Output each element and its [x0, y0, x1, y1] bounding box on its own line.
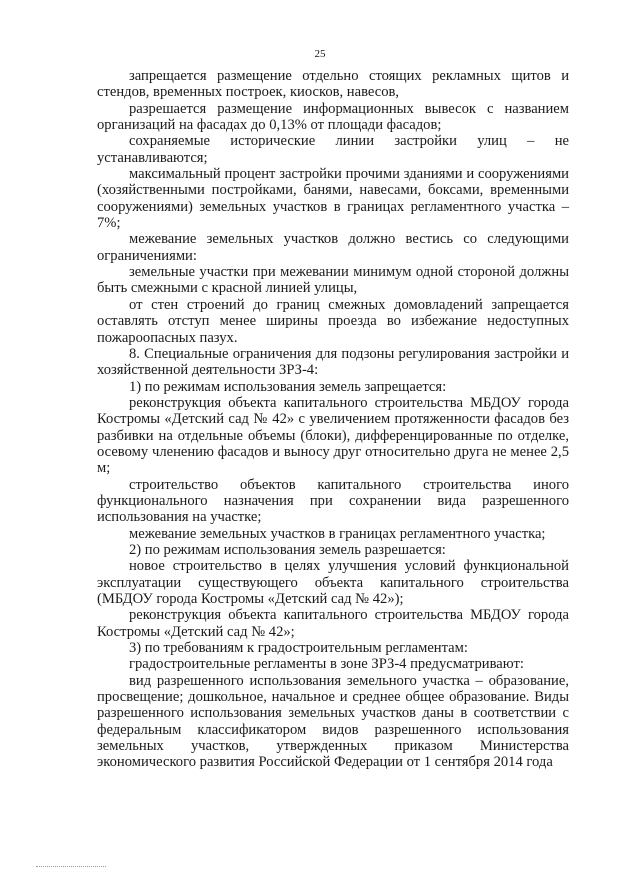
- paragraph: 3) по требованиям к градостроительным регламентам:: [129, 640, 468, 657]
- paragraph: новое строительство в целях улучшения условий функциональной эксплуатации существующего объекта капитального строительства (МБДОУ города Костромы «Детский сад № 42»);: [97, 558, 569, 607]
- document-body: [97, 68, 569, 771]
- paragraph: 2) по режимам использования земель разрешается:: [129, 541, 446, 558]
- paragraph: градостроительные регламенты в зоне ЗРЗ-4 предусматривают:: [129, 656, 524, 673]
- paragraph: реконструкция объекта капитального строительства МБДОУ города Костромы «Детский сад № 42» с увеличением протяженности фасадов без разбивки на отдельные объемы (блоки), дифференцированные по отделке, осевому членению фасадов и выносу друг относительно друга не менее 2,5 м;: [97, 394, 569, 477]
- paragraph: максимальный процент застройки прочими зданиями и сооружениями (хозяйственными постройками, банями, навесами, боксами, временными сооружениями) земельных участков в границах регламентного участка – 7%;: [97, 166, 569, 232]
- paragraph: земельные участки при межевании минимум одной стороной должны быть смежными с красной линией улицы,: [97, 264, 569, 297]
- section-heading: 8. Специальные ограничения для подзоны регулирования застройки и хозяйственной деятельности ЗРЗ-4:: [97, 345, 569, 379]
- paragraph: 1) по режимам использования земель запрещается:: [129, 378, 447, 395]
- paragraph: от стен строений до границ смежных домовладений запрещается оставлять отступ менее ширины проезда во избежание недоступных пожароопасных пазух.: [97, 296, 569, 346]
- paragraph: межевание земельных участков в границах регламентного участка;: [129, 525, 546, 542]
- paragraph: вид разрешенного использования земельного участка – образование, просвещение; дошкольное, начальное и среднее общее образование. Виды разрешенного использования земельных участков даны в соответствии с федеральным классификатором видов разрешенного использования земельных участков, утвержденных приказом Министерства экономического развития Российской Федерации от 1 сентября 2014 года: [97, 672, 569, 771]
- page-number: 25: [314, 48, 326, 60]
- paragraph: запрещается размещение отдельно стоящих рекламных щитов и стендов, временных построек, киосков, навесов,: [97, 68, 569, 101]
- paragraph: реконструкция объекта капитального строительства МБДОУ города Костромы «Детский сад № 42»;: [97, 607, 569, 640]
- paragraph: разрешается размещение информационных вывесок с названием организаций на фасадах до 0,13% от площади фасадов;: [97, 100, 569, 134]
- paragraph: межевание земельных участков должно вестись со следующими ограничениями:: [97, 231, 569, 264]
- footer-rule: [36, 866, 106, 867]
- paragraph: сохраняемые исторические линии застройки улиц – не устанавливаются;: [97, 133, 569, 166]
- paragraph: строительство объектов капитального строительства иного функционального назначения при сохранении вида разрешенного использования на участке;: [97, 476, 569, 526]
